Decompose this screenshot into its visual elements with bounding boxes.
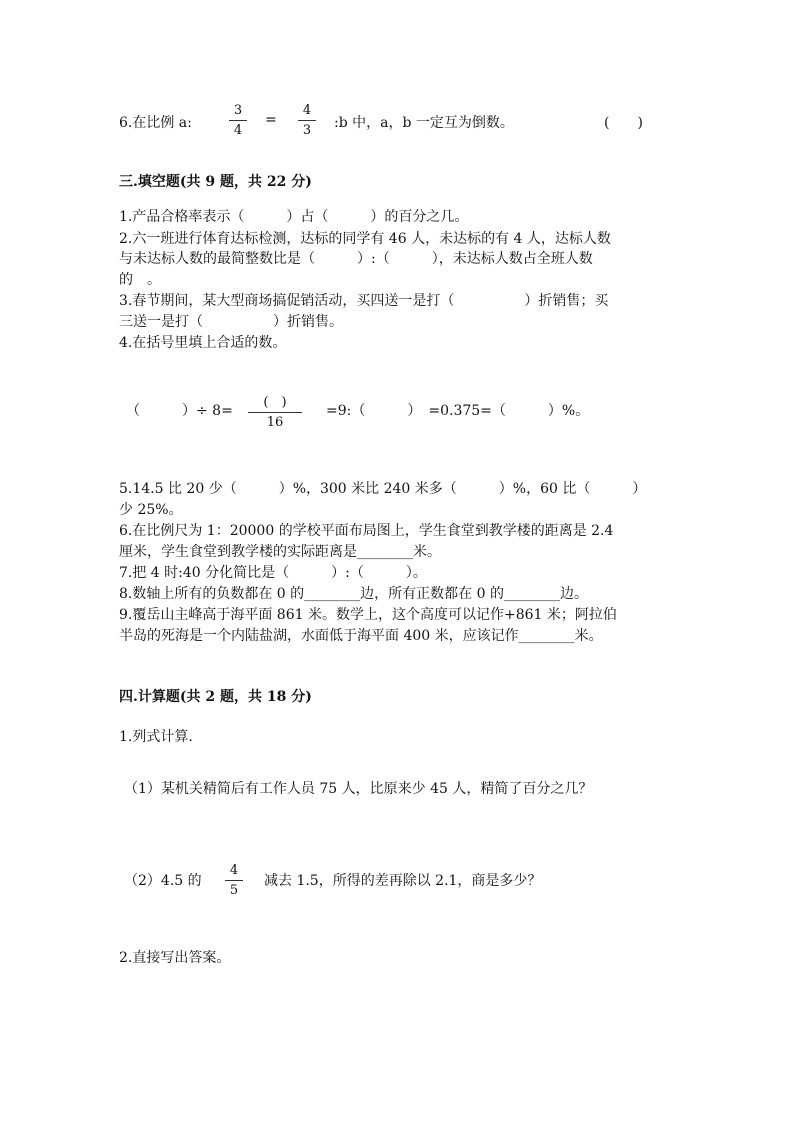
q6-fraction-1	[229, 102, 247, 139]
q6-frac2-denominator: 3	[302, 123, 312, 138]
calc-frac-denominator: 5	[229, 883, 239, 898]
q6-frac1-denominator: 4	[233, 123, 243, 138]
q4-fraction	[248, 394, 302, 431]
calc-q1-part2-suffix: 减去 1.5，所得的差再除以 2.1，商是多少？	[264, 873, 542, 889]
fraction-bar	[298, 120, 316, 121]
q4-expr-left: （ ）÷ 8=	[126, 403, 233, 419]
q6-suffix: :b 中，a，b 一定互为倒数。	[334, 115, 514, 131]
q6-frac2-numerator: 4	[302, 103, 312, 118]
fill-line: 的 。	[119, 272, 161, 288]
fill-line: 8.数轴上所有的负数都在 0 的________边，所有正数都在 0 的________边。	[119, 586, 588, 602]
fraction-bar	[225, 880, 243, 881]
fill-line: 2.六一班进行体育达标检测，达标的同学有 46 人，未达标的有 4 人，达标人数	[119, 231, 611, 247]
q6-equals: =	[265, 112, 277, 128]
q4-frac-denominator: 16	[266, 415, 284, 430]
calc-q2-title: 2.直接写出答案。	[119, 950, 231, 966]
fill-line: 三送一是打（ ）折销售。	[119, 314, 343, 330]
fill-line: 与未达标人数的最简整数比是（ ）:（ ），未达标人数占全班人数	[119, 251, 593, 267]
fraction-bar	[248, 412, 302, 413]
q6-frac1-numerator: 3	[233, 103, 243, 118]
calc-q1-part2-prefix: （2）4.5 的	[124, 873, 202, 889]
fill-line: 厘米，学生食堂到教学楼的实际距离是________米。	[119, 544, 441, 560]
fill-line: 半岛的死海是一个内陆盐湖，水面低于海平面 400 米，应该记作________米。	[119, 628, 603, 644]
fill-line: 5.14.5 比 20 少（ ）%，300 米比 240 米多（ ）%，60 比（ ）	[119, 481, 647, 497]
q6-fraction-2	[298, 102, 316, 139]
fill-line: 6.在比例尺为 1：20000 的学校平面布局图上，学生食堂到教学楼的距离是 2.4	[119, 523, 614, 539]
q6-answer-blank[interactable]: ( )	[604, 115, 643, 131]
section4-heading: 四.计算题(共 2 题，共 18 分)	[119, 689, 312, 705]
fill-line: 3.春节期间，某大型商场搞促销活动，买四送一是打（ ）折销售；买	[119, 293, 609, 309]
fill-line: 4.在括号里填上合适的数。	[119, 335, 287, 351]
calc-q1-title: 1.列式计算.	[119, 729, 193, 745]
calc-q1-part1: （1）某机关精简后有工作人员 75 人，比原来少 45 人，精简了百分之几？	[124, 781, 593, 797]
calc-frac-numerator: 4	[229, 863, 239, 878]
fraction-bar	[229, 120, 247, 121]
calc-q1-part2-fraction	[225, 862, 243, 899]
fill-line: 9.覆岳山主峰高于海平面 861 米。数学上，这个高度可以记作+861 米；阿拉伯	[119, 607, 617, 623]
q4-expr-right: =9:（ ） =0.375=（ ）%。	[326, 403, 590, 419]
q6-prefix: 6.在比例 a:	[119, 115, 192, 131]
section3-heading: 三.填空题(共 9 题，共 22 分)	[119, 174, 312, 190]
fill-line: 1.产品合格率表示（ ）占（ ）的百分之几。	[119, 209, 469, 225]
fill-line: 7.把 4 时:40 分化简比是（ ）:（ ）。	[119, 565, 427, 581]
q4-frac-numerator: ( )	[263, 395, 287, 410]
fill-line: 少 25%。	[119, 502, 183, 518]
